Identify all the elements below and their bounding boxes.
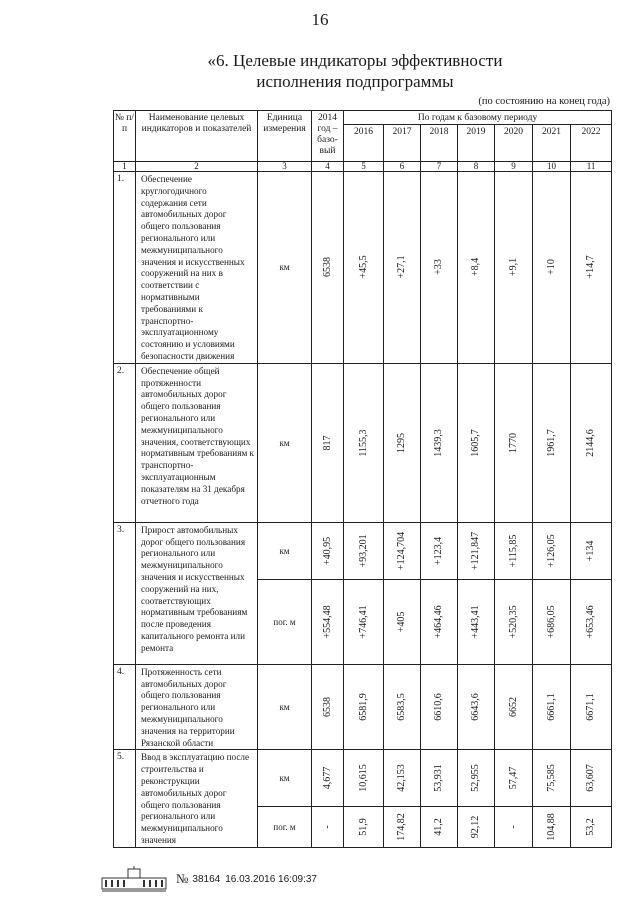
unit-cell: пог. м <box>258 579 312 664</box>
value-2020: 57,47 <box>495 750 533 807</box>
base-value: +40,95 <box>312 522 344 579</box>
value-2021: +126,05 <box>533 522 571 579</box>
value-2019: +443,41 <box>458 579 495 664</box>
value-2020: 1770 <box>495 363 533 522</box>
table-row <box>114 172 612 364</box>
value-2019: 6643,6 <box>458 664 495 750</box>
value-2019: 1605,7 <box>458 363 495 522</box>
column-number: 9 <box>495 162 533 172</box>
value-2017: 174,82 <box>384 806 421 847</box>
value-2018: +123,4 <box>421 522 458 579</box>
value-2021: 75,585 <box>533 750 571 807</box>
value-2019: 52,955 <box>458 750 495 807</box>
document-footer <box>100 866 317 892</box>
value-2018: +33 <box>421 172 458 364</box>
row-number: 3. <box>114 522 136 664</box>
unit-cell: км <box>258 664 312 750</box>
indicator-name: Обеспечение круглогодичного содержания сети автомобильных дорог общего пользования регионального или межмуниципального значения и искусственных сооружений на них в соответствии с нормативными требованиями к транспортно-эксплуатационному состоянию и условиями безопасности движения <box>136 172 258 364</box>
value-2022: 6671,1 <box>571 664 612 750</box>
column-number: 10 <box>533 162 571 172</box>
row-number: 5. <box>114 750 136 847</box>
value-2022: +134 <box>571 522 612 579</box>
base-value: 4,677 <box>312 750 344 807</box>
section-title <box>150 50 560 92</box>
value-2017: 42,153 <box>384 750 421 807</box>
unit-cell: км <box>258 172 312 364</box>
value-2018: 1439,3 <box>421 363 458 522</box>
value-2016: +93,201 <box>344 522 384 579</box>
header-year: 2019 <box>458 125 495 162</box>
header-name: Наименование целевых индикаторов и показателей <box>136 111 258 162</box>
value-2020: +9,1 <box>495 172 533 364</box>
indicator-name: Прирост автомобильных дорог общего пользования регионального или межмуниципального значения и искусственных сооружений на них, соответствующих нормативным требованиям после проведения капитального ремонта или ремонта <box>136 522 258 664</box>
indicator-name: Обеспечение общей протяженности автомобильных дорог общего пользования регионального или межмуниципального значения, соответствующих нормативным требованиям к транспортно-эксплуатационным показателям на 31 декабря отчетного года <box>136 363 258 522</box>
indicator-name: Протяженность сети автомобильных дорог общего пользования регионального или межмуниципального значения на территории Рязанской области <box>136 664 258 750</box>
footer-doc-id: 38164 <box>192 873 221 885</box>
value-2021: 6661,1 <box>533 664 571 750</box>
column-number: 6 <box>384 162 421 172</box>
header-year: 2021 <box>533 125 571 162</box>
unit-cell: км <box>258 522 312 579</box>
header-unit: Единица измерения <box>258 111 312 162</box>
value-2018: +464,46 <box>421 579 458 664</box>
indicator-name: Ввод в эксплуатацию после строительства и реконструкции автомобильных дорог общего пользования регионального или межмуниципального значения <box>136 750 258 847</box>
value-2016: +45,5 <box>344 172 384 364</box>
column-number: 8 <box>458 162 495 172</box>
value-2021: +10 <box>533 172 571 364</box>
base-value: - <box>312 806 344 847</box>
value-2021: 1961,7 <box>533 363 571 522</box>
header-years-group: По годам к базовому периоду <box>344 111 612 125</box>
value-2017: 1295 <box>384 363 421 522</box>
header-year: 2017 <box>384 125 421 162</box>
table-row <box>114 750 612 807</box>
value-2016: 6581,9 <box>344 664 384 750</box>
value-2019: +8,4 <box>458 172 495 364</box>
footer-mark: № <box>176 871 189 886</box>
value-2017: +27,1 <box>384 172 421 364</box>
value-2017: +124,704 <box>384 522 421 579</box>
title-line-1: «6. Целевые индикаторы эффективности <box>207 51 503 70</box>
value-2020: +520,35 <box>495 579 533 664</box>
base-value: +554,48 <box>312 579 344 664</box>
table-row <box>114 522 612 579</box>
value-2022: 2144,6 <box>571 363 612 522</box>
value-2021: 104,88 <box>533 806 571 847</box>
value-2016: 1155,3 <box>344 363 384 522</box>
value-2022: 63,607 <box>571 750 612 807</box>
column-number: 1 <box>114 162 136 172</box>
value-2016: +746,41 <box>344 579 384 664</box>
row-number: 1. <box>114 172 136 364</box>
office-building-icon <box>100 866 168 892</box>
column-number: 5 <box>344 162 384 172</box>
footer-datetime: 16.03.2016 16:09:37 <box>225 873 317 885</box>
value-2021: +686,05 <box>533 579 571 664</box>
indicators-table <box>113 110 612 848</box>
value-2020: +115,85 <box>495 522 533 579</box>
unit-cell: км <box>258 750 312 807</box>
value-2016: 51,9 <box>344 806 384 847</box>
column-number: 4 <box>312 162 344 172</box>
header-year: 2016 <box>344 125 384 162</box>
table-row <box>114 664 612 750</box>
base-value: 6538 <box>312 172 344 364</box>
value-2022: +14,7 <box>571 172 612 364</box>
row-number: 2. <box>114 363 136 522</box>
unit-cell: пог. м <box>258 806 312 847</box>
header-num: № п/п <box>114 111 136 162</box>
value-2018: 41,2 <box>421 806 458 847</box>
base-value: 817 <box>312 363 344 522</box>
header-year: 2022 <box>571 125 612 162</box>
table-row <box>114 363 612 522</box>
value-2020: - <box>495 806 533 847</box>
base-value: 6538 <box>312 664 344 750</box>
value-2022: 53,2 <box>571 806 612 847</box>
header-base-year: 2014 год – базо-вый <box>312 111 344 162</box>
value-2022: +653,46 <box>571 579 612 664</box>
value-2017: +405 <box>384 579 421 664</box>
header-year: 2018 <box>421 125 458 162</box>
value-2016: 10,615 <box>344 750 384 807</box>
value-2020: 6652 <box>495 664 533 750</box>
column-number: 11 <box>571 162 612 172</box>
column-number: 7 <box>421 162 458 172</box>
value-2018: 53,931 <box>421 750 458 807</box>
value-2019: 92,12 <box>458 806 495 847</box>
unit-cell: км <box>258 363 312 522</box>
value-2018: 6610,6 <box>421 664 458 750</box>
page-number: 16 <box>311 10 329 29</box>
status-note: (по состоянию на конец года) <box>478 96 610 107</box>
column-number: 3 <box>258 162 312 172</box>
row-number: 4. <box>114 664 136 750</box>
title-line-2: исполнения подпрограммы <box>256 72 454 91</box>
value-2019: +121,847 <box>458 522 495 579</box>
column-number-row <box>114 162 612 172</box>
value-2017: 6583,5 <box>384 664 421 750</box>
column-number: 2 <box>136 162 258 172</box>
header-year: 2020 <box>495 125 533 162</box>
